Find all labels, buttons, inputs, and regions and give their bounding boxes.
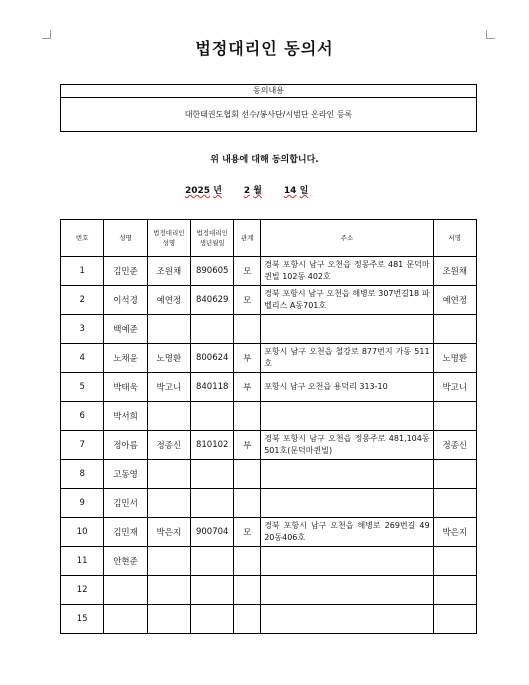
table-row bbox=[61, 460, 477, 489]
cell-guardian-birth: 840118 bbox=[191, 373, 234, 402]
cell-relation: 부 bbox=[234, 431, 261, 460]
cell-relation bbox=[234, 547, 261, 576]
cell-no: 12 bbox=[61, 576, 104, 605]
cell-name: 백예준 bbox=[104, 315, 147, 344]
cell-relation bbox=[234, 402, 261, 431]
cell-guardian-birth bbox=[191, 489, 234, 518]
cell-name: 이석경 bbox=[104, 286, 147, 315]
cell-address bbox=[261, 489, 433, 518]
cell-signature: 박고니 bbox=[433, 373, 476, 402]
table-header-row bbox=[61, 220, 477, 257]
cell-name: 고동영 bbox=[104, 460, 147, 489]
cell-guardian-name bbox=[147, 402, 190, 431]
cell-no: 5 bbox=[61, 373, 104, 402]
cell-no: 1 bbox=[61, 257, 104, 286]
date-month-unit: 월 bbox=[253, 186, 262, 196]
cell-relation bbox=[234, 489, 261, 518]
cell-guardian-name: 예연정 bbox=[147, 286, 190, 315]
cell-signature bbox=[433, 315, 476, 344]
header-relation: 관계 bbox=[234, 220, 261, 257]
cell-signature bbox=[433, 547, 476, 576]
cell-address: 경북 포항시 남구 오천읍 해병로 269번길 49 20동406호 bbox=[261, 518, 433, 547]
cell-address bbox=[261, 402, 433, 431]
cell-address bbox=[261, 576, 433, 605]
cell-guardian-name bbox=[147, 489, 190, 518]
cell-guardian-name bbox=[147, 315, 190, 344]
cell-no: 8 bbox=[61, 460, 104, 489]
cell-name bbox=[104, 605, 147, 634]
consent-box bbox=[60, 84, 477, 132]
table-row bbox=[61, 286, 477, 315]
header-guardian-birth: 법정대리인 생년월일 bbox=[191, 220, 234, 257]
cell-guardian-birth bbox=[191, 460, 234, 489]
cell-guardian-name bbox=[147, 576, 190, 605]
cell-address: 포항시 남구 오천읍 철강로 877번지 가동 511호 bbox=[261, 344, 433, 373]
cell-name: 김민서 bbox=[104, 489, 147, 518]
table-row bbox=[61, 431, 477, 460]
cell-no: 10 bbox=[61, 518, 104, 547]
header-guardian-name: 법정대리인 성명 bbox=[147, 220, 190, 257]
cell-guardian-name: 조원채 bbox=[147, 257, 190, 286]
agreement-statement: 위 내용에 대해 동의합니다. bbox=[210, 155, 319, 165]
cell-no: 11 bbox=[61, 547, 104, 576]
cell-guardian-name: 박은지 bbox=[147, 518, 190, 547]
table-row bbox=[61, 373, 477, 402]
cell-name: 안현준 bbox=[104, 547, 147, 576]
cell-no: 4 bbox=[61, 344, 104, 373]
cell-signature: 박은지 bbox=[433, 518, 476, 547]
cell-relation: 모 bbox=[234, 286, 261, 315]
cell-guardian-birth bbox=[191, 315, 234, 344]
cell-name: 김민준 bbox=[104, 257, 147, 286]
cell-guardian-name: 노명환 bbox=[147, 344, 190, 373]
cell-guardian-birth bbox=[191, 605, 234, 634]
cell-no: 6 bbox=[61, 402, 104, 431]
cell-no: 9 bbox=[61, 489, 104, 518]
cell-signature: 정종신 bbox=[433, 431, 476, 460]
cell-guardian-birth: 840629 bbox=[191, 286, 234, 315]
cell-signature bbox=[433, 576, 476, 605]
table-row bbox=[61, 315, 477, 344]
cell-no: 15 bbox=[61, 605, 104, 634]
table-row bbox=[61, 257, 477, 286]
cell-name bbox=[104, 576, 147, 605]
cell-name: 정아름 bbox=[104, 431, 147, 460]
cell-relation: 모 bbox=[234, 518, 261, 547]
cell-guardian-name bbox=[147, 605, 190, 634]
cell-guardian-birth: 900704 bbox=[191, 518, 234, 547]
date-line bbox=[185, 183, 308, 196]
cell-guardian-birth: 810102 bbox=[191, 431, 234, 460]
cell-guardian-birth: 890605 bbox=[191, 257, 234, 286]
cell-guardian-birth bbox=[191, 547, 234, 576]
table-row bbox=[61, 344, 477, 373]
document-title: 법정대리인 동의서 bbox=[195, 39, 334, 58]
cell-guardian-name bbox=[147, 547, 190, 576]
consent-text: 대한태권도협회 선수/봉사단/시범단 온라인 등록 bbox=[184, 110, 353, 119]
cell-relation: 부 bbox=[234, 373, 261, 402]
cell-name: 김민재 bbox=[104, 518, 147, 547]
consent-header: 동의내용 bbox=[61, 85, 476, 98]
cell-address bbox=[261, 605, 433, 634]
cell-relation bbox=[234, 460, 261, 489]
cell-guardian-birth bbox=[191, 402, 234, 431]
date-day: 14 bbox=[283, 186, 297, 196]
cell-guardian-name: 정종신 bbox=[147, 431, 190, 460]
cell-signature: 예연정 bbox=[433, 286, 476, 315]
cell-no: 2 bbox=[61, 286, 104, 315]
cell-signature: 조원채 bbox=[433, 257, 476, 286]
cell-address bbox=[261, 547, 433, 576]
cell-signature bbox=[433, 605, 476, 634]
table-row bbox=[61, 605, 477, 634]
date-day-unit: 일 bbox=[299, 186, 309, 196]
header-address: 주소 bbox=[261, 220, 433, 257]
cell-name: 노채윤 bbox=[104, 344, 147, 373]
cell-signature bbox=[433, 489, 476, 518]
cell-relation bbox=[234, 315, 261, 344]
cell-name: 박서희 bbox=[104, 402, 147, 431]
cell-address bbox=[261, 460, 433, 489]
cell-signature bbox=[433, 402, 476, 431]
cell-no: 7 bbox=[61, 431, 104, 460]
header-signature: 서명 bbox=[433, 220, 476, 257]
cell-address: 경북 포항시 남구 오천읍 해병로 307번길18 파벨리스 A동701호 bbox=[261, 286, 433, 315]
date-month: 2 bbox=[243, 186, 251, 196]
cell-relation bbox=[234, 576, 261, 605]
cell-address: 경북 포항시 남구 오천읍 정몽주로 481 문덕마퀸빌 102동 402호 bbox=[261, 257, 433, 286]
table-row bbox=[61, 576, 477, 605]
header-no: 번호 bbox=[61, 220, 104, 257]
cell-guardian-birth bbox=[191, 576, 234, 605]
cell-signature: 노명환 bbox=[433, 344, 476, 373]
date-year-unit: 년 bbox=[213, 186, 222, 196]
cell-address: 포항시 남구 오천읍 용덕리 313-10 bbox=[261, 373, 433, 402]
cell-address bbox=[261, 315, 433, 344]
table-row bbox=[61, 402, 477, 431]
table-row bbox=[61, 547, 477, 576]
cell-relation: 모 bbox=[234, 257, 261, 286]
header-name: 성명 bbox=[104, 220, 147, 257]
cell-relation: 부 bbox=[234, 344, 261, 373]
cell-guardian-name: 박고니 bbox=[147, 373, 190, 402]
table-row bbox=[61, 489, 477, 518]
cell-no: 3 bbox=[61, 315, 104, 344]
cell-guardian-birth: 800624 bbox=[191, 344, 234, 373]
guardian-consent-table bbox=[60, 219, 477, 634]
cell-relation bbox=[234, 605, 261, 634]
cell-guardian-name bbox=[147, 460, 190, 489]
date-year: 2025 bbox=[185, 186, 211, 196]
cell-address: 경북 포항시 남구 오천읍 정몽주로 481,104동 501호(문덕마퀸빌) bbox=[261, 431, 433, 460]
table-row bbox=[61, 518, 477, 547]
cell-name: 박태욱 bbox=[104, 373, 147, 402]
cell-signature bbox=[433, 460, 476, 489]
